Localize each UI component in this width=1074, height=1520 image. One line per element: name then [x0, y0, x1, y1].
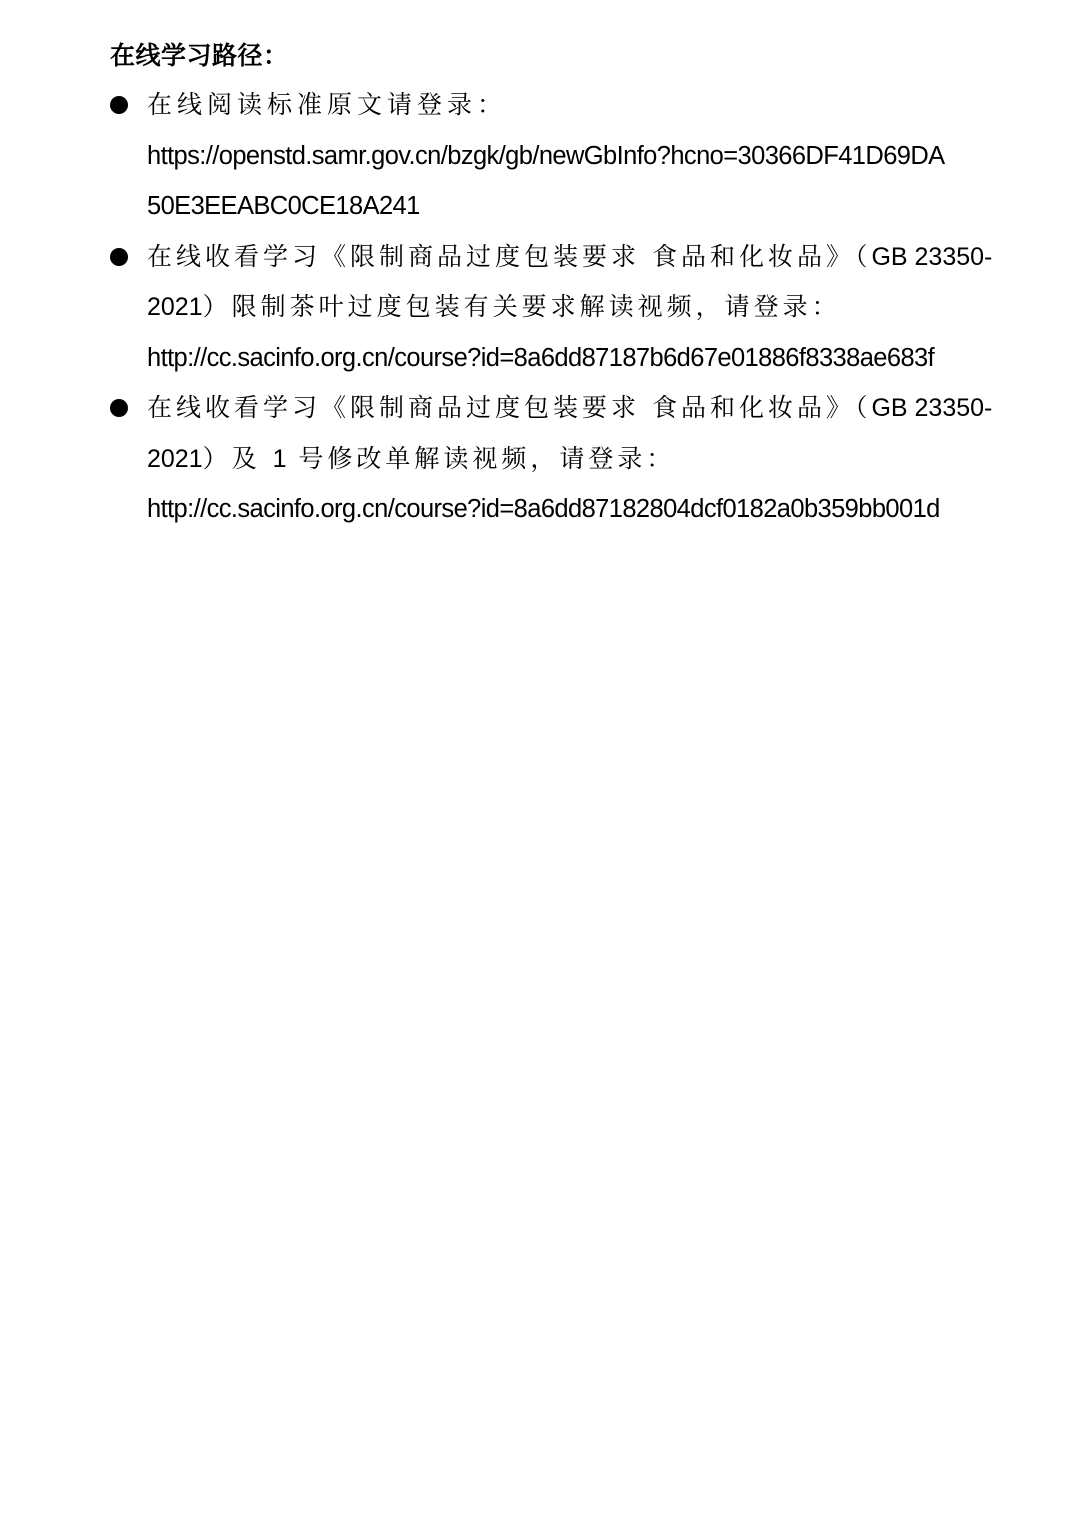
amendment-video-link[interactable]: http://cc.sacinfo.org.cn/course?id=8a6dd87182804dcf0182a0b359bb001d: [147, 495, 940, 523]
bullet-icon: [110, 248, 128, 266]
standard-text-link[interactable]: https://openstd.samr.gov.cn/bzgk/gb/newGbInfo?hcno=30366DF41D69DA: [147, 141, 945, 170]
item-text: [147, 434, 1030, 485]
item-text: [147, 383, 1030, 434]
item-text-cjk: 在线收看学习《限制商品过度包装要求 食品和化妆品》（: [147, 393, 872, 422]
bullet-icon: [110, 399, 128, 417]
item-text-cjk: 在线收看学习《限制商品过度包装要求 食品和化妆品》（: [147, 241, 872, 271]
item-text-year: 2021: [147, 293, 203, 321]
learning-path-list: [110, 80, 1030, 535]
item-text-cjk: 号修改单解读视频，请登录：: [286, 443, 676, 473]
item-text-cjk: ）及: [202, 443, 273, 473]
item-text-number: 1: [272, 444, 287, 473]
list-item: [110, 383, 1030, 535]
item-text: 在线阅读标准原文请登录：: [147, 90, 508, 119]
item-text-standard-code: GB 23350-: [871, 242, 993, 271]
standard-text-link-continued[interactable]: 50E3EEABC0CE18A241: [147, 192, 420, 220]
item-text-standard-code: GB 23350-: [871, 394, 993, 422]
item-text: [147, 232, 1030, 283]
list-item: [110, 80, 1030, 232]
video-course-link[interactable]: http://cc.sacinfo.org.cn/course?id=8a6dd87187b6d67e01886f8338ae683f: [147, 343, 935, 372]
item-text: [147, 282, 1030, 333]
bullet-icon: [110, 96, 128, 114]
section-heading: 在线学习路径：: [110, 41, 289, 70]
item-text-cjk: ）限制茶叶过度包装有关要求解读视频，请登录：: [202, 292, 841, 321]
item-text-year: 2021: [147, 444, 203, 473]
list-item: [110, 232, 1030, 384]
